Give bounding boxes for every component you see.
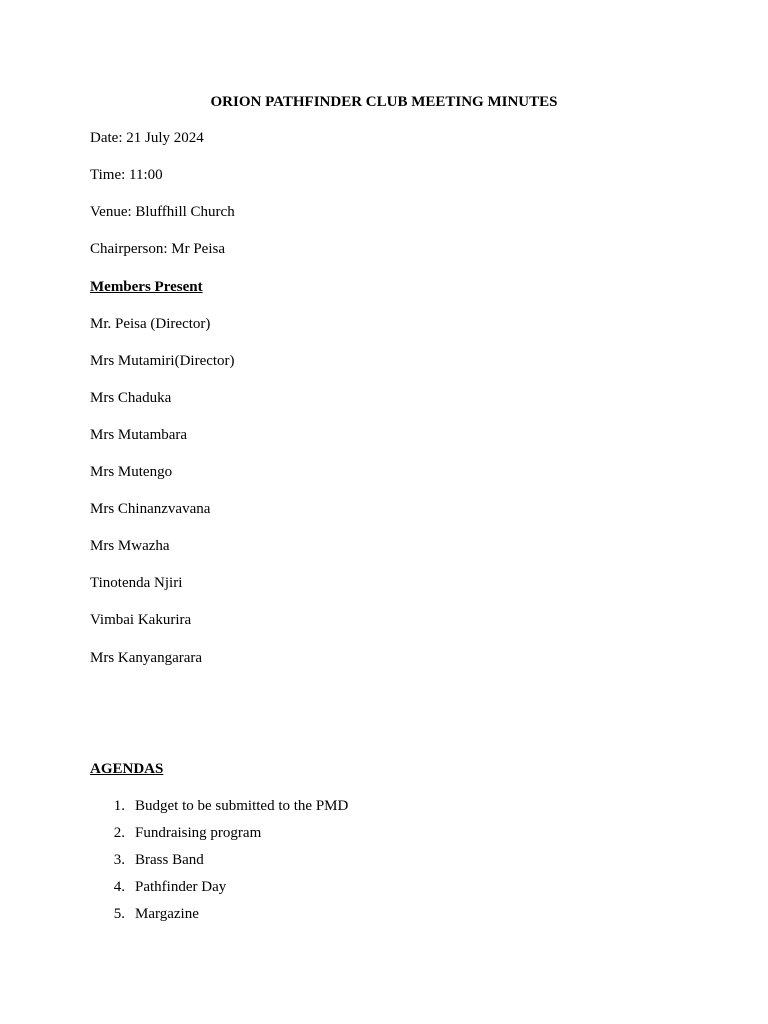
member-item: Mrs Mutengo [90,464,173,480]
agendas-heading: AGENDAS [90,761,164,777]
meeting-chairperson: Chairperson: Mr Peisa [90,241,225,257]
member-item: Mr. Peisa (Director) [90,316,211,332]
member-item: Mrs Mwazha [90,538,170,554]
member-item: Mrs Chinanzvavana [90,501,211,517]
document-title: ORION PATHFINDER CLUB MEETING MINUTES [210,94,558,110]
meeting-time: Time: 11:00 [90,167,163,183]
agenda-item [90,851,204,869]
agenda-text: Brass Band [135,852,204,868]
agenda-number: 1. [113,798,125,814]
agenda-number: 2. [113,825,125,841]
agenda-number: 4. [113,879,125,895]
member-item: Mrs Mutamiri(Director) [90,353,235,369]
agenda-text: Pathfinder Day [135,879,227,895]
members-heading: Members Present [90,279,203,295]
member-item: Mrs Chaduka [90,390,172,406]
agenda-text: Budget to be submitted to the PMD [135,798,349,814]
meeting-venue: Venue: Bluffhill Church [90,204,235,220]
meeting-date: Date: 21 July 2024 [90,130,204,146]
agenda-item [90,905,199,923]
agenda-item [90,824,261,842]
agenda-text: Fundraising program [135,825,262,841]
agenda-item [90,878,226,896]
member-item: Tinotenda Njiri [90,575,183,591]
agenda-text: Margazine [135,906,199,922]
member-item: Mrs Kanyangarara [90,650,203,666]
agenda-item [90,797,348,815]
agenda-number: 3. [113,852,125,868]
member-item: Mrs Mutambara [90,427,188,443]
member-item: Vimbai Kakurira [90,612,192,628]
agenda-number: 5. [113,906,125,922]
